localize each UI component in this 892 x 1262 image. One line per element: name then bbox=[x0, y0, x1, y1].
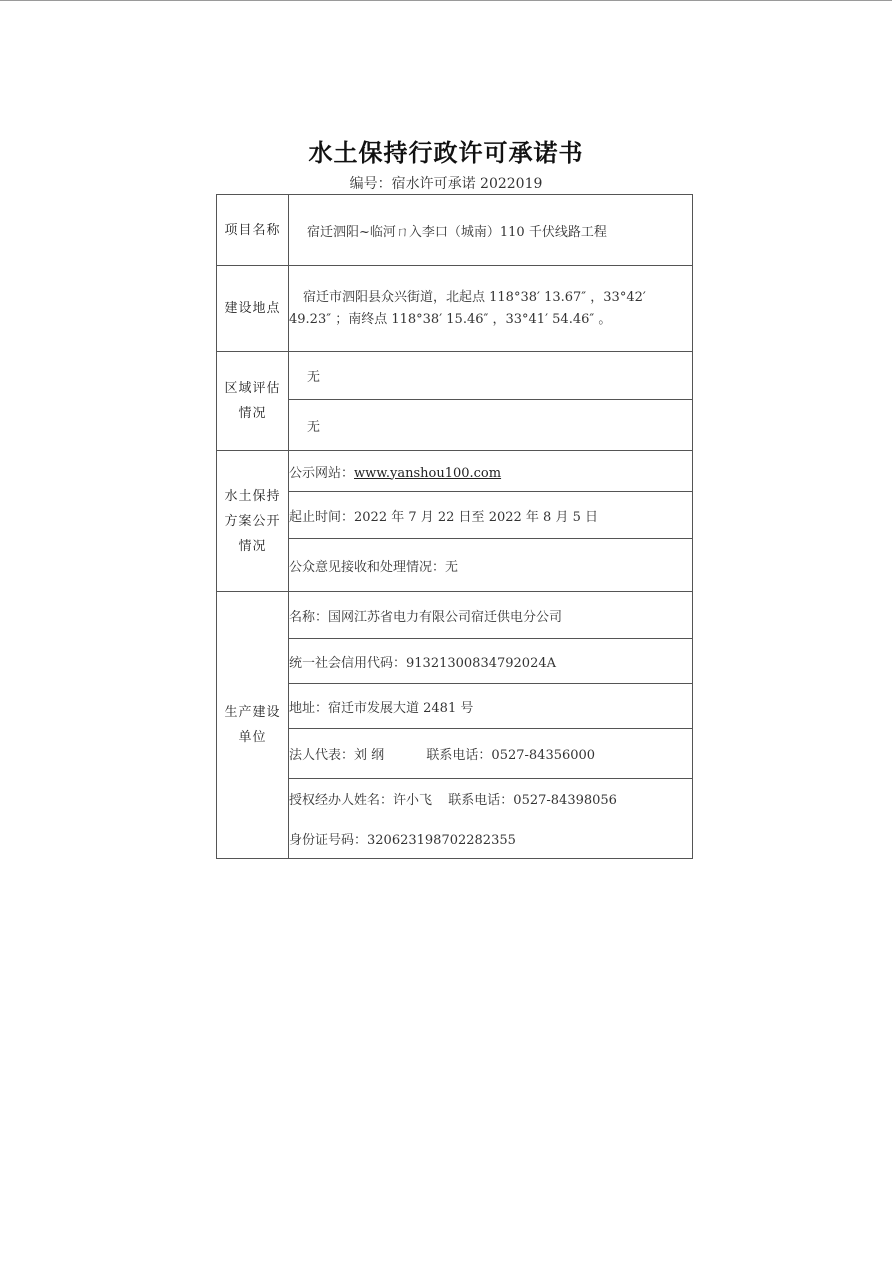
legal-rep-phone: 联系电话：0527-84356000 bbox=[426, 748, 596, 763]
value-regional-assessment-1: 无 bbox=[289, 352, 693, 400]
label-plan-disclosure bbox=[217, 451, 289, 592]
value-unit-legal-rep bbox=[289, 729, 693, 779]
row-unit-legal-rep bbox=[217, 729, 693, 779]
website-link[interactable]: www.yanshou100.com bbox=[354, 465, 502, 481]
value-unit-address: 地址：宿迁市发展大道 2481 号 bbox=[289, 684, 693, 729]
row-unit-agent bbox=[217, 779, 693, 819]
document-number: 编号：宿水许可承诺 2022019 bbox=[349, 176, 543, 192]
row-unit-id-number bbox=[217, 819, 693, 859]
row-unit-address bbox=[217, 684, 693, 729]
value-plan-website bbox=[289, 451, 693, 492]
legal-rep-name: 法人代表：刘 纲 bbox=[289, 748, 385, 763]
label-unit-line1: 生产建设 bbox=[224, 705, 281, 720]
row-location bbox=[217, 266, 693, 352]
agent-phone: 联系电话：0527-84398056 bbox=[448, 793, 617, 809]
value-unit-name: 名称：国网江苏省电力有限公司宿迁供电分公司 bbox=[289, 592, 693, 639]
label-unit bbox=[217, 592, 289, 859]
label-plan-disclosure-line2: 方案公开 bbox=[224, 513, 281, 529]
label-regional-assessment-line1: 区域评估 bbox=[224, 381, 281, 396]
document-title: 水土保持行政许可承诺书 bbox=[308, 138, 584, 167]
label-unit-line2: 单位 bbox=[238, 730, 267, 745]
value-unit-agent bbox=[289, 779, 693, 819]
row-plan-period bbox=[217, 492, 693, 539]
row-plan-feedback bbox=[217, 539, 693, 592]
label-plan-disclosure-line1: 水土保持 bbox=[224, 488, 281, 504]
label-regional-assessment bbox=[217, 352, 289, 451]
row-project-name bbox=[217, 195, 693, 266]
row-unit-credit-code bbox=[217, 639, 693, 684]
row-regional-assessment-2 bbox=[217, 400, 693, 451]
row-regional-assessment-1 bbox=[217, 352, 693, 400]
value-regional-assessment-2: 无 bbox=[289, 400, 693, 451]
value-location: 宿迁市泗阳县众兴街道，北起点 118°38′ 13.67″ ，33°42′ 49.23″ ；南终点 118°38′ 15.46″ ，33°41′ 54.46″ 。 bbox=[289, 266, 693, 352]
agent-name: 授权经办人姓名：许小飞 bbox=[289, 793, 433, 809]
label-location: 建设地点 bbox=[217, 266, 289, 352]
scan-top-edge bbox=[0, 0, 892, 1]
label-project-name: 项目名称 bbox=[217, 195, 289, 266]
website-prefix: 公示网站： bbox=[289, 465, 355, 481]
label-regional-assessment-line2: 情况 bbox=[238, 406, 267, 421]
row-plan-website bbox=[217, 451, 693, 492]
value-unit-credit-code: 统一社会信用代码：91321300834792024A bbox=[289, 639, 693, 684]
value-unit-id-number: 身份证号码：320623198702282355 bbox=[289, 819, 693, 859]
value-plan-period: 起止时间：2022 年 7 月 22 日至 2022 年 8 月 5 日 bbox=[289, 492, 693, 539]
value-project-name: 宿迁泗阳~临河ㄇ入李口（城南）110 千伏线路工程 bbox=[289, 195, 693, 266]
commitment-form-table bbox=[216, 194, 693, 859]
row-unit-name bbox=[217, 592, 693, 639]
label-plan-disclosure-line3: 情况 bbox=[238, 538, 267, 554]
value-plan-feedback: 公众意见接收和处理情况：无 bbox=[289, 539, 693, 592]
